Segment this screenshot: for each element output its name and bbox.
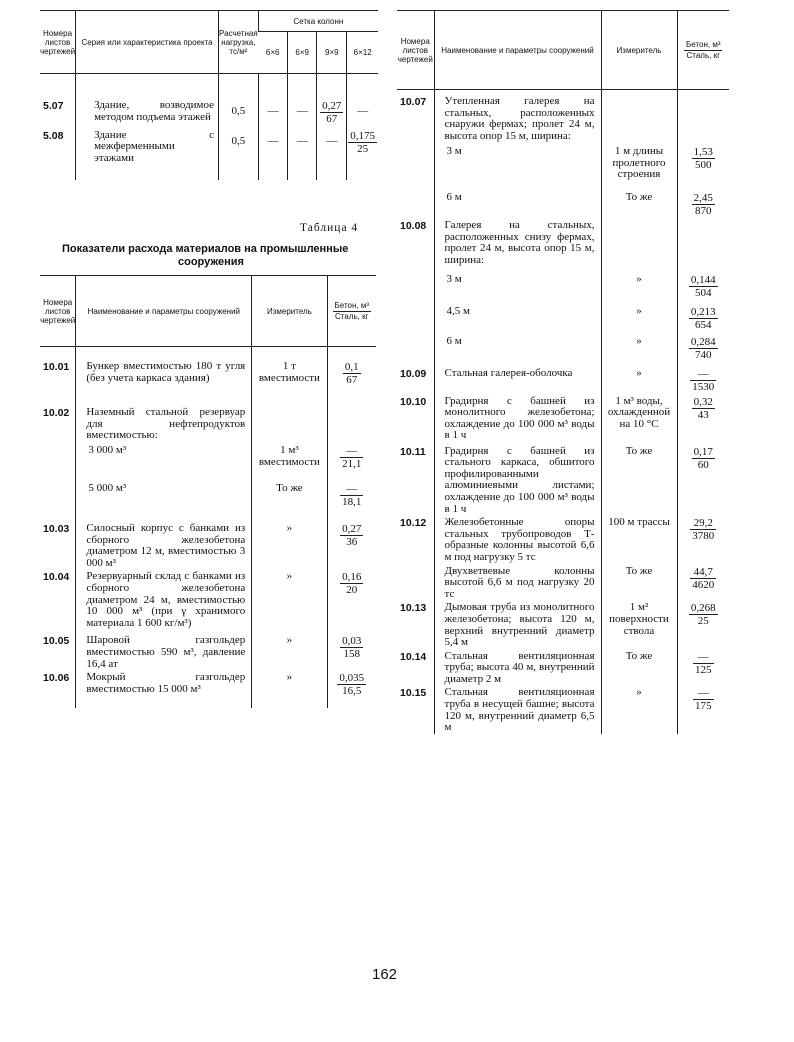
value-steel: 60 xyxy=(697,458,709,471)
row-text: 6 м xyxy=(434,334,601,366)
header-grid-6x9: 6×9 xyxy=(288,32,317,74)
row-text: Шаровой газгольдер вместимостью 590 м³, давление 16,4 ат xyxy=(76,633,252,670)
top-left-table xyxy=(40,10,378,180)
table-row xyxy=(397,218,729,272)
row-number: 10.15 xyxy=(400,687,427,700)
table-title-line2: сооружения xyxy=(178,256,244,268)
row-number: 10.10 xyxy=(400,395,427,408)
row-number: 10.02 xyxy=(43,407,70,419)
row-unit: » xyxy=(252,519,327,569)
value-concrete: 0,27 xyxy=(342,523,362,535)
value-fraction xyxy=(340,483,363,508)
row-unit: » xyxy=(601,685,677,733)
value-fraction xyxy=(348,130,377,155)
row-load: 0,5 xyxy=(219,74,259,126)
row-text: Двухветвевые колонны высотой 6,6 м под нагрузку 20 тс xyxy=(434,564,601,601)
header-grid: Сетка колонн xyxy=(258,11,378,32)
row-text: Наземный стальной резервуар для нефтепродуктов вместимостью: xyxy=(76,403,252,443)
value-fraction xyxy=(692,396,715,421)
row-text: Стальная вентиляционная труба; высота 40 м, внутренний диаметр 2 м xyxy=(434,649,601,686)
row-unit: 1 м³ вместимости xyxy=(252,443,327,479)
value-concrete: 0,035 xyxy=(339,672,365,685)
value-concrete: 0,17 xyxy=(693,445,713,458)
row-unit: » xyxy=(601,366,677,394)
value-fraction xyxy=(340,635,363,660)
value-fraction xyxy=(337,672,366,697)
table-row xyxy=(40,443,376,479)
row-unit: 1 м³ воды, охлажденной на 10 °С xyxy=(601,394,677,444)
row-grid-6x6: — xyxy=(258,126,288,180)
value-top: 0,175 xyxy=(350,129,376,142)
value-bottom: 67 xyxy=(326,113,338,125)
header-grid-6x6: 6×6 xyxy=(258,32,288,74)
table-row xyxy=(397,685,729,733)
value-steel: 1530 xyxy=(692,381,715,393)
table-row xyxy=(397,564,729,601)
table-row xyxy=(397,334,729,366)
header-values xyxy=(333,301,371,322)
row-text: Дымовая труба из монолитного железобетона; высота 120 м, верхний внутренний диаметр 5,4 м xyxy=(434,600,601,648)
value-fraction xyxy=(692,446,715,471)
page-number: 162 xyxy=(372,966,398,983)
header-steel: Сталь, кг xyxy=(686,50,720,60)
header-values xyxy=(684,40,722,61)
header-load: Расчетная нагрузка, тс/м² xyxy=(219,11,259,74)
value-steel: 175 xyxy=(695,700,712,713)
row-number: 10.07 xyxy=(400,96,427,108)
row-number: 5.08 xyxy=(43,129,64,142)
value-concrete: — xyxy=(693,651,714,664)
value-steel: 125 xyxy=(695,663,712,676)
value-fraction xyxy=(690,517,716,542)
row-number: 10.11 xyxy=(400,445,426,458)
value-top: 0,27 xyxy=(322,100,342,112)
row-number: 10.05 xyxy=(43,635,70,648)
row-unit: » xyxy=(252,569,327,633)
row-unit: » xyxy=(252,633,327,670)
value-bottom: 25 xyxy=(357,142,369,155)
value-fraction xyxy=(692,192,715,217)
header-name: Наименование и параметры сооружений xyxy=(434,11,601,90)
row-number xyxy=(40,443,76,479)
table4 xyxy=(40,275,376,708)
value-fraction xyxy=(343,361,361,386)
row-text: 3 000 м³ xyxy=(76,443,252,479)
row-text: Мокрый газгольдер вместимостью 15 000 м³ xyxy=(76,670,252,708)
table-title-line1: Показатели расхода материалов на промышленные xyxy=(62,243,349,255)
value-fraction xyxy=(340,571,363,596)
value-steel: 20 xyxy=(346,584,358,597)
row-number: 10.13 xyxy=(400,602,427,615)
row-text: 3 м xyxy=(434,144,601,190)
row-text: Градирня с башней из монолитного железобетона; охлаждение до 100 000 м³ воды в 1 ч xyxy=(434,394,601,444)
table-row xyxy=(397,144,729,190)
value-concrete: — xyxy=(693,687,714,700)
row-unit xyxy=(601,90,677,145)
row-text: Стальная вентиляционная труба в несущей башне; высота 120 м, внутренний диаметр 6,5 м xyxy=(434,685,601,733)
value-fraction xyxy=(689,274,718,299)
row-number: 10.04 xyxy=(43,571,70,584)
row-unit: » xyxy=(252,670,327,708)
row-number xyxy=(397,334,434,366)
row-number xyxy=(397,144,434,190)
table-row xyxy=(40,479,376,519)
value-fraction xyxy=(690,368,716,393)
value-steel: 740 xyxy=(695,349,712,361)
row-number xyxy=(397,304,434,334)
header-name: Наименование и параметры сооружений xyxy=(76,276,252,347)
value-steel: 3780 xyxy=(692,530,715,543)
row-text: Галерея на стальных, расположенных снизу фермах, пролет 24 м, высота опор 15 м, ширина: xyxy=(434,218,601,272)
value-fraction xyxy=(690,566,716,591)
header-num: Номера листов чертежей xyxy=(40,11,76,74)
table-row xyxy=(40,633,376,670)
row-text: 5 000 м³ xyxy=(76,479,252,519)
table-row xyxy=(40,74,378,126)
row-text: Градирня с башней из стального каркаса, обшитого профилированными алюминиевыми листами; охлаждение до 100 000 м³ воды в 1 ч xyxy=(434,444,601,516)
table-row xyxy=(40,519,376,569)
table-row xyxy=(40,403,376,443)
value-steel: 4620 xyxy=(692,578,715,591)
header-steel: Сталь, кг xyxy=(335,311,369,321)
value-steel: 158 xyxy=(343,648,361,661)
value-fraction xyxy=(692,146,715,171)
right-table xyxy=(397,10,729,734)
value-fraction xyxy=(340,523,363,548)
value-concrete: 0,144 xyxy=(690,274,716,286)
value-concrete: 2,45 xyxy=(693,192,713,204)
row-text: Здание, возводимое методом подъема этажей xyxy=(76,74,219,126)
row-unit: То же xyxy=(252,479,327,519)
row-unit: То же xyxy=(601,444,677,516)
row-grid-9x9: — xyxy=(317,126,347,180)
header-unit: Измеритель xyxy=(601,11,677,90)
row-number: 10.01 xyxy=(43,361,70,373)
value-steel: 500 xyxy=(695,159,712,171)
row-unit: 1 м² поверхности ствола xyxy=(601,600,677,648)
row-grid-6x6: — xyxy=(258,74,288,126)
row-text: 4,5 м xyxy=(434,304,601,334)
value-concrete: 0,32 xyxy=(693,395,713,408)
row-text: Здание с межферменными этажами xyxy=(76,126,219,180)
value-concrete: — xyxy=(340,445,363,458)
row-number: 5.07 xyxy=(43,100,64,112)
row-text: Бункер вместимостью 180 т угля (без учета каркаса здания) xyxy=(76,347,252,404)
value-concrete: — xyxy=(690,368,716,381)
row-number: 10.08 xyxy=(400,220,427,232)
row-unit: То же xyxy=(601,564,677,601)
table-row xyxy=(397,600,729,648)
value-concrete: 1,53 xyxy=(693,146,713,158)
value-steel: 18,1 xyxy=(342,496,362,508)
row-text: Железобетонные опоры стальных трубопроводов Т-образные колонны высотой 6,6 м под нагрузку 5 тс xyxy=(434,515,601,563)
value-fraction xyxy=(320,100,343,125)
value-steel: 870 xyxy=(695,205,712,217)
row-unit xyxy=(252,403,327,443)
row-text: Утепленная галерея на стальных, расположенных снаружи фермах; пролет 24 м, высота опор 15 м, ширина: xyxy=(434,90,601,145)
header-num: Номера листов чертежей xyxy=(397,11,434,90)
row-unit: То же xyxy=(601,649,677,686)
value-steel: 16,5 xyxy=(342,685,362,698)
value-steel: 21,1 xyxy=(342,458,362,470)
header-concrete: Бетон, м³ xyxy=(686,39,721,49)
header-num: Номера листов чертежей xyxy=(40,276,76,347)
value-fraction xyxy=(689,306,718,331)
table-row xyxy=(397,444,729,516)
header-concrete: Бетон, м³ xyxy=(334,300,370,310)
table-row xyxy=(397,272,729,304)
value-steel: 504 xyxy=(695,287,712,299)
row-text: Стальная галерея-оболочка xyxy=(434,366,601,394)
value-steel: 36 xyxy=(346,536,358,548)
row-number: 10.14 xyxy=(400,650,427,663)
value-fraction xyxy=(693,651,714,676)
table-row xyxy=(397,304,729,334)
table-row xyxy=(397,649,729,686)
value-concrete: 0,1 xyxy=(344,361,359,373)
value-steel: 67 xyxy=(346,374,358,386)
header-series: Серия или характеристика проекта xyxy=(76,11,219,74)
table-row xyxy=(397,90,729,145)
value-concrete: 0,213 xyxy=(690,306,716,318)
value-concrete: 0,16 xyxy=(342,571,362,584)
value-concrete: 0,268 xyxy=(690,602,716,615)
table-row xyxy=(40,347,376,404)
table-row xyxy=(397,394,729,444)
value-concrete: 0,03 xyxy=(342,635,362,648)
row-unit: 100 м трассы xyxy=(601,515,677,563)
table-row xyxy=(40,670,376,708)
table-row xyxy=(397,366,729,394)
value-steel: 654 xyxy=(695,319,712,331)
row-unit: » xyxy=(601,334,677,366)
header-grid-6x12: 6×12 xyxy=(347,32,378,74)
value-fraction xyxy=(689,336,718,361)
value-concrete: 0,284 xyxy=(690,336,716,348)
right-table-body xyxy=(397,90,729,734)
row-load: 0,5 xyxy=(219,126,259,180)
row-number xyxy=(40,479,76,519)
value-concrete: 44,7 xyxy=(690,566,716,579)
header-grid-9x9: 9×9 xyxy=(317,32,347,74)
table-row xyxy=(40,126,378,180)
row-text: Резервуарный склад с банками из сборного железобетона диаметром 24 м, вместимостью 10 000 м³ (при γ хранимого материала 1 600 кг/м³) xyxy=(76,569,252,633)
row-number xyxy=(397,564,434,601)
row-grid-6x12: — xyxy=(347,74,378,126)
row-unit: » xyxy=(601,272,677,304)
value-concrete: 29,2 xyxy=(690,517,716,530)
value-fraction xyxy=(340,445,363,470)
row-unit: 1 м длины пролетного строения xyxy=(601,144,677,190)
row-unit: То же xyxy=(601,190,677,218)
table4-body xyxy=(40,347,376,709)
row-unit: » xyxy=(601,304,677,334)
row-number xyxy=(397,190,434,218)
row-text: 3 м xyxy=(434,272,601,304)
value-fraction xyxy=(689,602,718,627)
row-unit: 1 т вместимости xyxy=(252,347,327,404)
row-number xyxy=(397,272,434,304)
row-grid-6x9: — xyxy=(288,126,317,180)
row-number: 10.12 xyxy=(400,517,427,530)
table-row xyxy=(397,515,729,563)
row-number: 10.06 xyxy=(43,672,70,685)
table-label: Таблица 4 xyxy=(300,222,359,234)
value-steel: 25 xyxy=(697,615,709,628)
row-unit xyxy=(601,218,677,272)
value-fraction xyxy=(693,687,714,712)
row-number: 10.03 xyxy=(43,523,70,535)
table-row xyxy=(397,190,729,218)
row-text: Силосный корпус с банками из сборного железобетона диаметром 12 м, вместимостью 3 000 м³ xyxy=(76,519,252,569)
row-number: 10.09 xyxy=(400,368,427,380)
row-grid-6x9: — xyxy=(288,74,317,126)
value-steel: 43 xyxy=(697,408,709,421)
header-unit: Измеритель xyxy=(252,276,327,347)
value-concrete: — xyxy=(340,483,363,496)
table-row xyxy=(40,569,376,633)
row-text: 6 м xyxy=(434,190,601,218)
